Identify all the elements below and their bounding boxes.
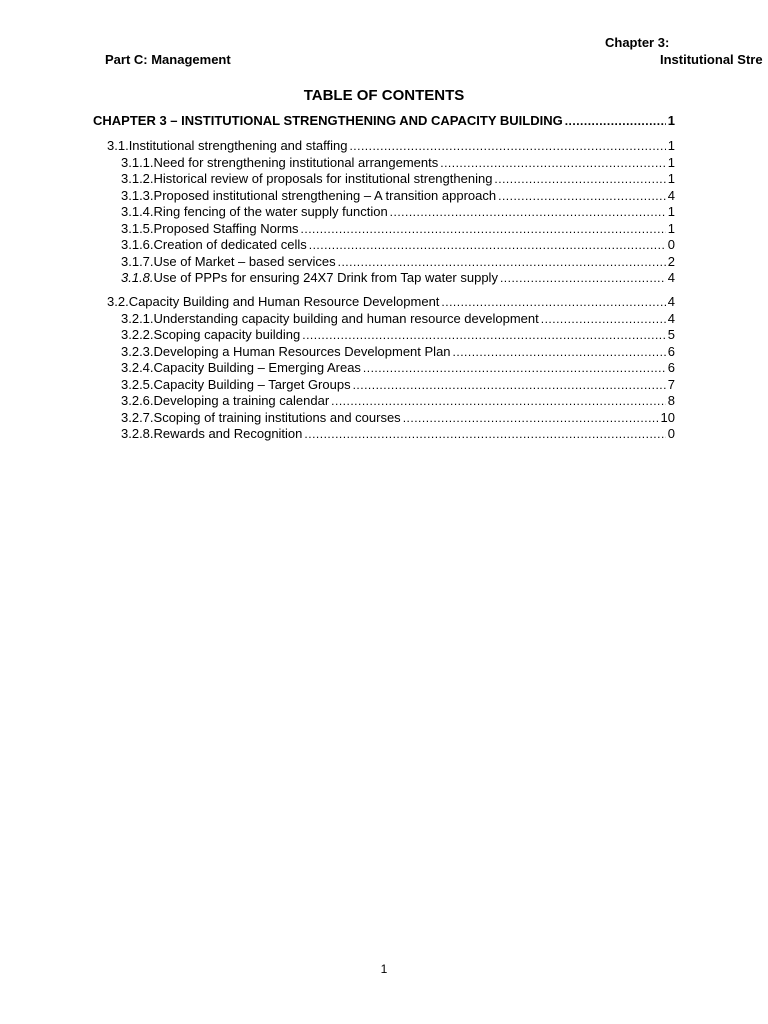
toc-entry-page: 0 <box>667 237 675 252</box>
toc-entry-title: Developing a Human Resources Development Plan <box>153 343 451 359</box>
toc-entry-page: 4 <box>667 293 675 309</box>
toc-entry-page: 6 <box>667 360 675 375</box>
toc-entry-number: 3.2.3. <box>121 343 154 359</box>
toc-entry-title: Need for strengthening institutional arrangements <box>153 154 439 170</box>
toc-entry-page: 7 <box>667 376 675 392</box>
dot-leader <box>304 426 665 442</box>
dot-leader <box>498 188 666 204</box>
toc-entry-title: CHAPTER 3 – INSTITUTIONAL STRENGTHENING AND CAPACITY BUILDING <box>93 113 563 128</box>
dot-leader <box>441 294 665 310</box>
toc-entry-title: Historical review of proposals for institutional strengthening <box>153 171 493 186</box>
dot-leader <box>494 171 665 187</box>
toc-subsection-entry[interactable] <box>121 426 675 442</box>
toc-entry-title: Capacity Building and Human Resource Development <box>128 293 440 309</box>
toc-subsection-entry[interactable] <box>121 155 675 171</box>
dot-leader <box>500 270 666 286</box>
dot-leader <box>331 393 666 409</box>
dot-leader <box>301 221 666 237</box>
dot-leader <box>541 311 666 327</box>
toc-entry-title: Use of Market – based services <box>153 253 336 269</box>
toc-subsection-entry[interactable] <box>121 311 675 327</box>
toc-subsection-entry[interactable] <box>121 254 675 270</box>
toc-entry-page: 1 <box>667 154 675 170</box>
toc-entry-page: 1 <box>667 138 675 153</box>
toc-entry-number: 3.2.2. <box>121 327 154 342</box>
toc-subsection-entry[interactable] <box>121 393 675 409</box>
toc-subsection-entry[interactable] <box>121 410 675 426</box>
dot-leader <box>453 344 666 360</box>
toc-entry-title: Scoping of training institutions and courses <box>153 409 401 425</box>
toc-title: TABLE OF CONTENTS <box>303 87 465 104</box>
toc-subsection-entry[interactable] <box>121 360 675 376</box>
toc-entry-page: 4 <box>667 270 675 285</box>
toc-subsection-entry[interactable] <box>121 221 675 237</box>
toc-entry-title: Proposed institutional strengthening – A transition approach <box>153 187 497 203</box>
toc-subsection-entry[interactable] <box>121 188 675 204</box>
dot-leader <box>309 237 666 253</box>
toc-subsection-entry[interactable] <box>121 344 675 360</box>
toc-subsection-entry[interactable] <box>121 270 675 286</box>
running-header-chapter: Chapter 3: <box>605 35 670 50</box>
toc-entry-number: 3.2.5. <box>121 376 154 392</box>
dot-leader <box>440 155 666 171</box>
toc-entry-number: 3.1.8. <box>121 270 154 285</box>
toc-entry-title: Proposed Staffing Norms <box>153 220 299 236</box>
toc-entry-number: 3.1.6. <box>121 237 154 252</box>
toc-entry-title: Capacity Building – Target Groups <box>153 376 351 392</box>
toc-entry-title: Understanding capacity building and human resource development <box>153 310 539 326</box>
dot-leader <box>403 410 659 426</box>
toc-entry-title: Ring fencing of the water supply function <box>153 204 388 219</box>
toc-entry-page: 0 <box>667 426 675 441</box>
toc-entry-page: 2 <box>667 253 675 269</box>
toc-entry-number: 3.1. <box>107 138 129 153</box>
toc-entry-number: 3.2.6. <box>121 393 154 408</box>
toc-subsection-entry[interactable] <box>121 327 675 343</box>
toc-entry-title: Use of PPPs for ensuring 24X7 Drink from Tap water supply <box>153 270 498 285</box>
dot-leader <box>349 138 665 154</box>
toc-entry-title: Developing a training calendar <box>153 393 330 408</box>
toc-entry-page: 1 <box>667 220 675 236</box>
toc-entry-number: 3.2.1. <box>121 310 154 326</box>
toc-subsection-entry[interactable] <box>121 237 675 253</box>
toc-entry-number: 3.1.1. <box>121 154 154 170</box>
running-header-chapter-title: Institutional Stre <box>660 52 763 67</box>
toc-entry-title: Institutional strengthening and staffing <box>128 138 348 153</box>
toc-entry-page: 1 <box>667 113 675 128</box>
toc-entry-page: 4 <box>667 187 675 203</box>
toc-entry-title: Capacity Building – Emerging Areas <box>153 360 361 375</box>
toc-subsection-entry[interactable] <box>121 171 675 187</box>
toc-section-entry[interactable] <box>107 138 675 154</box>
toc-entry-number: 3.1.3. <box>121 187 154 203</box>
page-number: 1 <box>380 962 388 976</box>
toc-entry-page: 10 <box>660 409 675 425</box>
dot-leader <box>363 360 666 376</box>
toc-entry-page: 1 <box>667 204 675 219</box>
toc-entry-number: 3.1.2. <box>121 171 154 186</box>
toc-entry-number: 3.2.4. <box>121 360 154 375</box>
toc-subsection-entry[interactable] <box>121 377 675 393</box>
toc-entry-title: Creation of dedicated cells <box>153 237 307 252</box>
toc-entry-title: Rewards and Recognition <box>153 426 303 441</box>
dot-leader <box>565 113 666 129</box>
toc-subsection-entry[interactable] <box>121 204 675 220</box>
running-header-part: Part C: Management <box>105 52 231 67</box>
toc-entry-number: 3.1.5. <box>121 220 154 236</box>
toc-entry-page: 5 <box>667 327 675 342</box>
toc-entry-number: 3.2.7. <box>121 409 154 425</box>
toc-entry-page: 8 <box>667 393 675 408</box>
dot-leader <box>390 204 666 220</box>
dot-leader <box>302 327 666 343</box>
toc-entry-number: 3.2. <box>107 293 129 309</box>
toc-entry-number: 3.1.4. <box>121 204 154 219</box>
toc-entry-number: 3.2.8. <box>121 426 154 441</box>
toc-chapter-entry[interactable] <box>93 113 675 129</box>
dot-leader <box>353 377 666 393</box>
toc-entry-page: 4 <box>667 310 675 326</box>
dot-leader <box>338 254 666 270</box>
toc-entry-page: 6 <box>667 343 675 359</box>
toc-entry-title: Scoping capacity building <box>153 327 301 342</box>
toc-section-entry[interactable] <box>107 294 675 310</box>
toc-entry-page: 1 <box>667 171 675 186</box>
toc-entry-number: 3.1.7. <box>121 253 154 269</box>
